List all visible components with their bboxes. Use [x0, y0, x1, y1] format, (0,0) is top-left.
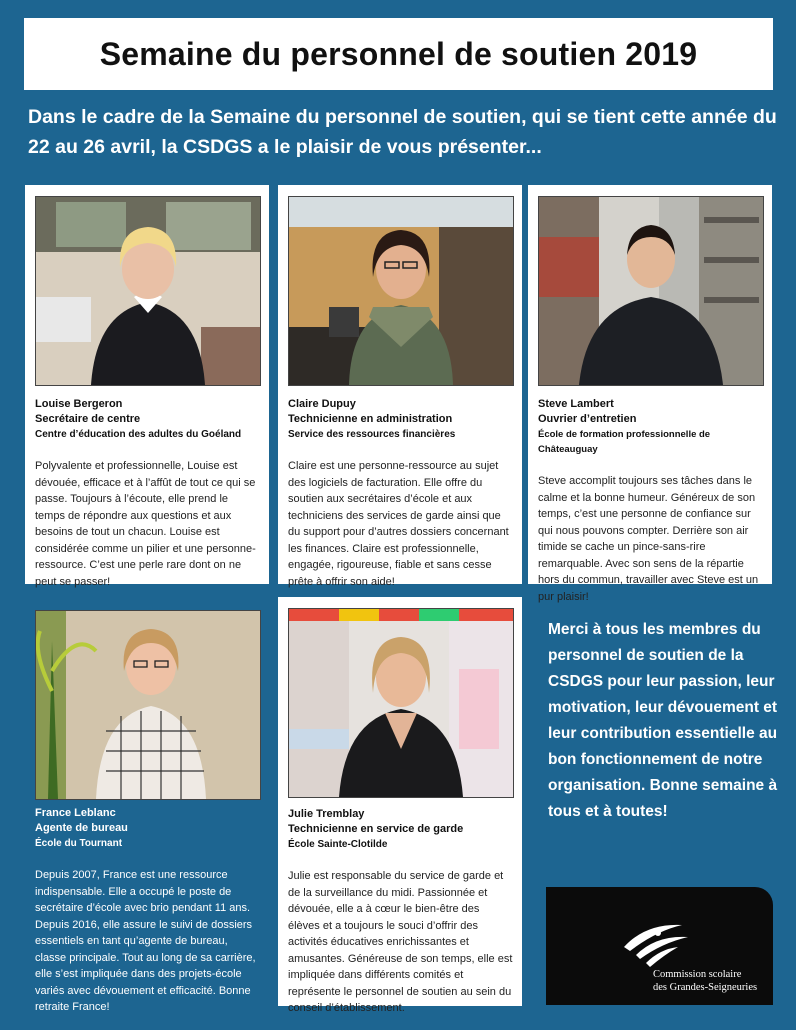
profile-info-steve [538, 397, 764, 605]
profile-card-claire [278, 185, 522, 588]
profile-bio: Steve accomplit toujours ses tâches dans le calme et la bonne humeur. Généreux de son temps, c’est une personne de confiance sur qui nous pouvons compter. Derrière son air timide se cache un pince-sans-rire remarquable. Avec son sens de la répartie hors du commun, travailler avec Steve est un pur plaisir! [538, 475, 759, 603]
profile-workplace: École Sainte-Clotilde [288, 839, 388, 850]
profile-name: Louise Bergeron [35, 398, 123, 410]
profile-photo-france [35, 610, 261, 800]
profile-photo-claire [288, 196, 514, 386]
profile-bio: Depuis 2007, France est une ressource indispensable. Elle a occupé le poste de secrétaire d’école avec brio pendant 11 ans. Depuis 2016, elle assure le suivi de dossiers essentiels en tant qu’agente de bureau, classe principale. Tout au long de sa carrière, elle s’est impliquée dans des projets-école variés avec dévouement et efficacité. Bonne retraite France! [35, 869, 256, 1013]
profile-bio: Polyvalente et professionnelle, Louise est dévouée, efficace et à l’affût de tout ce qui se passe. Toujours à l’écoute, elle prend le temps de répondre aux questions et aux besoins de tout un chacun. Louise est considérée comme un pilier et une personne-ressource. C’est une perle rare dont on ne peut se passer! [35, 460, 256, 588]
profile-role: Ouvrier d’entretien [538, 413, 637, 425]
profile-photo-steve [538, 196, 764, 386]
profile-info-julie [288, 807, 514, 1017]
title-banner [24, 18, 773, 90]
profile-role: Technicienne en administration [288, 413, 453, 425]
profile-photo-louise [35, 196, 261, 386]
logo-line-1: Commission scolaire [653, 969, 742, 980]
profile-role: Technicienne en service de garde [288, 823, 464, 835]
logo-line-2: des Grandes-Seigneuries [653, 982, 758, 993]
profile-bio: Julie est responsable du service de garde et de la surveillance du midi. Passionnée et dévouée, elle a à cœur le bien-être des élèves et a toujours le souci d’offrir des activités éducatives enrichissantes et amusantes. Généreuse de son temps, elle est impliquée dans différents comités et représente le personnel de soutien au sein du conseil d’établissement. [288, 870, 513, 1014]
profile-card-france [25, 600, 269, 1013]
page-title: Semaine du personnel de soutien 2019 [99, 35, 698, 72]
profile-name: Claire Dupuy [288, 398, 356, 410]
profile-role: Agente de bureau [35, 822, 128, 834]
profile-name: Julie Tremblay [288, 808, 365, 820]
csdgs-logo-block [546, 887, 773, 1005]
profile-info-france [35, 806, 261, 1016]
intro-text: Dans le cadre de la Semaine du personnel de soutien, qui se tient cette année du 22 au 26 avril, la CSDGS a le plaisir de vous présenter... [28, 106, 777, 158]
profile-name: France Leblanc [35, 807, 116, 819]
profile-card-steve [528, 185, 772, 603]
profile-info-louise [35, 397, 261, 590]
profile-workplace: Service des ressources financières [288, 429, 456, 440]
profile-workplace: École du Tournant [35, 838, 123, 849]
profile-card-louise [25, 185, 269, 588]
csdgs-logo-text [653, 968, 757, 994]
csdgs-logo-icon [616, 913, 696, 969]
profile-role: Secrétaire de centre [35, 413, 141, 425]
profile-name: Steve Lambert [538, 398, 614, 410]
profile-info-claire [288, 397, 514, 590]
thank-you-message: Merci à tous les membres du personnel de soutien de la CSDGS pour leur passion, leur motivation, leur dévouement et leur contribution essentielle au bon fonctionnement de notre organisation. Bonne semaine à tous et à toutes! [548, 621, 778, 820]
profile-photo-julie [288, 608, 514, 798]
profile-workplace: École de formation professionnelle de Châteauguay [538, 429, 711, 455]
profile-workplace: Centre d’éducation des adultes du Goéland [35, 429, 242, 440]
profile-bio: Claire est une personne-ressource au sujet des logiciels de facturation. Elle offre du soutien aux secrétaires d’école et aux techniciens des services de garde ainsi que du support pour d’autres dossiers concernant les finances. Claire est professionnelle, engagée, rigoureuse, fiable et sans cesse prête à offrir son aide! [288, 460, 509, 588]
profile-card-julie [278, 597, 522, 1014]
